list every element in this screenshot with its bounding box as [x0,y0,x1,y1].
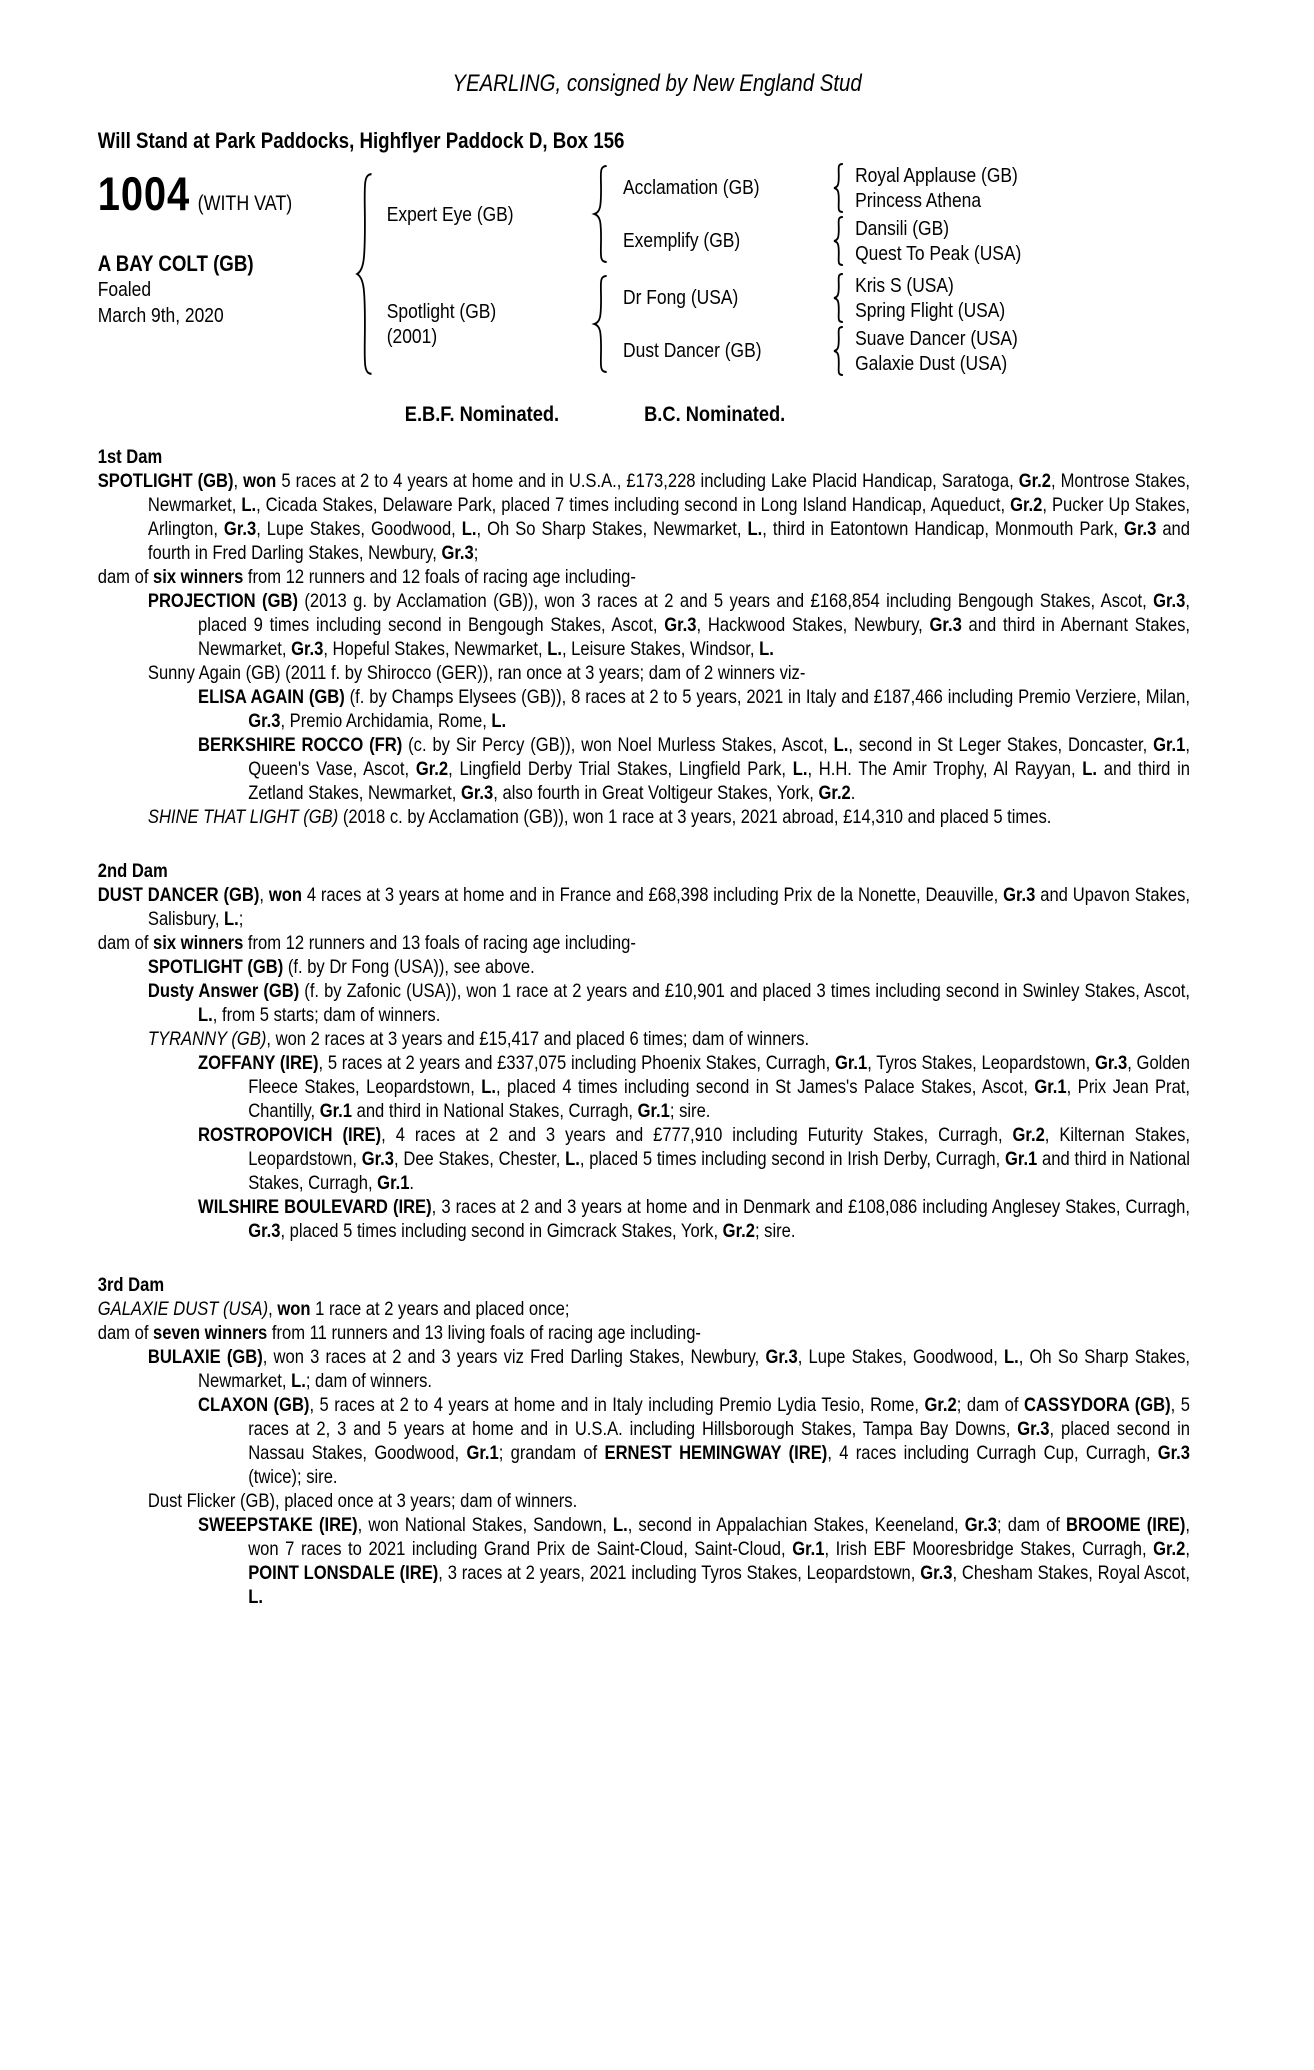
catalog-paragraph: dam of six winners from 12 runners and 13 foals of racing age including- [97,932,636,954]
dam-name [387,299,591,349]
section-heading: 2nd Dam [97,860,168,882]
catalog-paragraph: dam of six winners from 12 runners and 12 foals of racing age including- [97,566,636,588]
section-1st-dam [98,445,1190,829]
section-heading: 1st Dam [97,446,163,468]
catalog-paragraph: WILSHIRE BOULEVARD (IRE), 3 races at 2 and 3 years at home and in Denmark and £108,086 including Anglesey Stakes, Curragh, Gr.3, placed 5 times including second in Gimcrack Stakes, York, Gr.2; sire. [198,1196,1191,1242]
catalog-paragraph: Dust Flicker (GB), placed once at 3 years; dam of winners. [147,1490,578,1512]
granddam-name: Exemplify (GB) [623,228,741,252]
great-grandsire: Suave Dancer (USA) [855,326,1018,350]
catalog-paragraph: Sunny Again (GB) (2011 f. by Shirocco (GER)), ran once at 3 years; dam of 2 winners viz- [147,662,806,684]
dam-sections [98,445,1190,1609]
great-grandsire: Dansili (GB) [855,216,950,240]
pedigree-tree [387,164,1022,374]
bc-nomination: B.C. Nominated. [644,402,786,426]
catalog-paragraph: SWEEPSTAKE (IRE), won National Stakes, Sandown, L., second in Appalachian Stakes, Keeneland, Gr.3; dam of BROOME (IRE), won 7 races to 2021 including Grand Prix de Saint-Cloud, Saint-Cloud, Gr.1, Irish EBF Mooresbridge Stakes, Curragh, Gr.2, POINT LONSDALE (IRE), 3 races at 2 years, 2021 including Tyros Stakes, Leopardstown, Gr.3, Chesham Stakes, Royal Ascot, L. [198,1514,1190,1608]
catalog-paragraph: DUST DANCER (GB), won 4 races at 3 years at home and in France and £68,398 including Prix de la Nonette, Deauville, Gr.3 and Upavon Stakes, Salisbury, L.; [97,884,1190,930]
section-heading: 3rd Dam [97,1274,165,1296]
catalog-paragraph: Dusty Answer (GB) (f. by Zafonic (USA)), won 1 race at 2 years and £10,901 and placed 3 times including second in Swinley Stakes, Ascot, L., from 5 starts; dam of winners. [147,980,1191,1026]
stand-location: Will Stand at Park Paddocks, Highflyer Paddock D, Box 156 [97,128,625,153]
catalog-paragraph: BERKSHIRE ROCCO (FR) (c. by Sir Percy (GB)), won Noel Murless Stakes, Ascot, L., second in St Leger Stakes, Doncaster, Gr.1, Queen's Vase, Ascot, Gr.2, Lingfield Derby Trial Stakes, Lingfield Park, L., H.H. The Amir Trophy, Al Rayyan, L. and third in Zetland Stakes, Newmarket, Gr.3, also fourth in Great Voltigeur Stakes, York, Gr.2. [198,734,1190,804]
catalog-paragraph: ZOFFANY (IRE), 5 races at 2 years and £337,075 including Phoenix Stakes, Curragh, Gr.1, Tyros Stakes, Leopardstown, Gr.3, Golden Fleece Stakes, Leopardstown, L., placed 4 times including second in St James's Palace Stakes, Ascot, Gr.1, Prix Jean Prat, Chantilly, Gr.1 and third in National Stakes, Curragh, Gr.1; sire. [198,1052,1190,1122]
grandsire-name: Dr Fong (USA) [623,285,739,309]
pedigree-brace [353,170,375,378]
section-2nd-dam [98,859,1190,1243]
sire-branch [387,164,1022,264]
great-grandparents [855,163,1018,213]
foaled-date: March 9th, 2020 [97,304,224,327]
lot-number-row [98,166,353,221]
great-granddam: Princess Athena [855,188,982,212]
granddam-name: Dust Dancer (GB) [623,338,762,362]
pedigree-brace [591,164,610,264]
grandsire-row [623,164,1021,211]
dam-name-text: Spotlight (GB) [386,300,497,323]
horse-description: A BAY COLT (GB) [97,251,254,276]
pedigree-brace [831,163,845,213]
lot-number: 1004 [97,167,191,220]
grandsire-name: Acclamation (GB) [623,175,760,199]
catalog-paragraph: TYRANNY (GB), won 2 races at 3 years and £15,417 and placed 6 times; dam of winners. [147,1028,810,1050]
pedigree-brace [831,326,845,376]
sire-grandparents [623,164,1021,264]
sire-name: Expert Eye (GB) [386,202,514,226]
great-grandparents [855,273,1005,323]
dam-year: (2001) [386,325,438,348]
page-title: YEARLING, consigned by New England Stud [452,70,862,97]
lot-info [98,164,353,329]
great-granddam: Spring Flight (USA) [855,298,1006,322]
great-grandparents [855,216,1021,266]
catalog-page [0,70,1314,1609]
ebf-nomination: E.B.F. Nominated. [404,402,560,426]
granddam-row [623,327,1018,374]
dam-grandparents [623,274,1018,374]
great-granddam: Quest To Peak (USA) [855,241,1022,265]
catalog-paragraph: CLAXON (GB), 5 races at 2 to 4 years at home and in Italy including Premio Lydia Tesio, Rome, Gr.2; dam of CASSYDORA (GB), 5 races at 2, 3 and 5 years at home and in U.S.A. including Hillsborough Stakes, Tampa Bay Downs, Gr.3, placed second in Nassau Stakes, Goodwood, Gr.1; grandam of ERNEST HEMINGWAY (IRE), 4 races including Curragh Cup, Curragh, Gr.3 (twice); sire. [198,1394,1191,1488]
pedigree-brace [831,273,845,323]
catalog-paragraph: SHINE THAT LIGHT (GB) (2018 c. by Acclamation (GB)), won 1 race at 3 years, 2021 abroad, £14,310 and placed 5 times. [147,806,1052,828]
catalog-paragraph: GALAXIE DUST (USA), won 1 race at 2 years and placed once; [97,1298,570,1320]
great-grandsire: Royal Applause (GB) [855,163,1018,187]
catalog-paragraph: ROSTROPOVICH (IRE), 4 races at 2 and 3 years and £777,910 including Futurity Stakes, Curragh, Gr.2, Kilternan Stakes, Leopardstown, Gr.3, Dee Stakes, Chester, L., placed 5 times including second in Irish Derby, Curragh, Gr.1 and third in National Stakes, Curragh, Gr.1. [198,1124,1191,1194]
catalog-paragraph: SPOTLIGHT (GB) (f. by Dr Fong (USA)), see above. [147,956,535,978]
pedigree-block [98,164,1314,378]
section-3rd-dam [98,1273,1190,1609]
great-grandparents [855,326,1018,376]
vat-note: (WITH VAT) [197,192,293,215]
nominations [0,402,1190,427]
catalog-paragraph: dam of seven winners from 11 runners and 13 living foals of racing age including- [97,1322,701,1344]
pedigree-brace [831,216,845,266]
catalog-paragraph: SPOTLIGHT (GB), won 5 races at 2 to 4 years at home and in U.S.A., £173,228 including Lake Placid Handicap, Saratoga, Gr.2, Montrose Stakes, Newmarket, L., Cicada Stakes, Delaware Park, placed 7 times including second in Long Island Handicap, Aqueduct, Gr.2, Pucker Up Stakes, Arlington, Gr.3, Lupe Stakes, Goodwood, L., Oh So Sharp Stakes, Newmarket, L., third in Eatontown Handicap, Monmouth Park, Gr.3 and fourth in Fred Darling Stakes, Newbury, Gr.3; [97,470,1190,564]
catalog-paragraph: PROJECTION (GB) (2013 g. by Acclamation (GB)), won 3 races at 2 and 5 years and £168,854 including Bengough Stakes, Ascot, Gr.3, placed 9 times including second in Bengough Stakes, Ascot, Gr.3, Hackwood Stakes, Newbury, Gr.3 and third in Abernant Stakes, Newmarket, Gr.3, Hopeful Stakes, Newmarket, L., Leisure Stakes, Windsor, L. [147,590,1190,660]
dam-branch [387,274,1022,374]
grandsire-row [623,274,1018,321]
great-grandsire: Kris S (USA) [855,273,954,297]
pedigree-brace [591,274,610,374]
great-granddam: Galaxie Dust (USA) [855,351,1008,375]
granddam-row [623,217,1021,264]
foaled-label: Foaled [97,278,152,301]
catalog-paragraph: ELISA AGAIN (GB) (f. by Champs Elysees (GB)), 8 races at 2 to 5 years, 2021 in Italy and £187,466 including Premio Verziere, Milan, Gr.3, Premio Archidamia, Rome, L. [198,686,1190,732]
catalog-paragraph: BULAXIE (GB), won 3 races at 2 and 3 years viz Fred Darling Stakes, Newbury, Gr.3, Lupe Stakes, Goodwood, L., Oh So Sharp Stakes, Newmarket, L.; dam of winners. [147,1346,1190,1392]
